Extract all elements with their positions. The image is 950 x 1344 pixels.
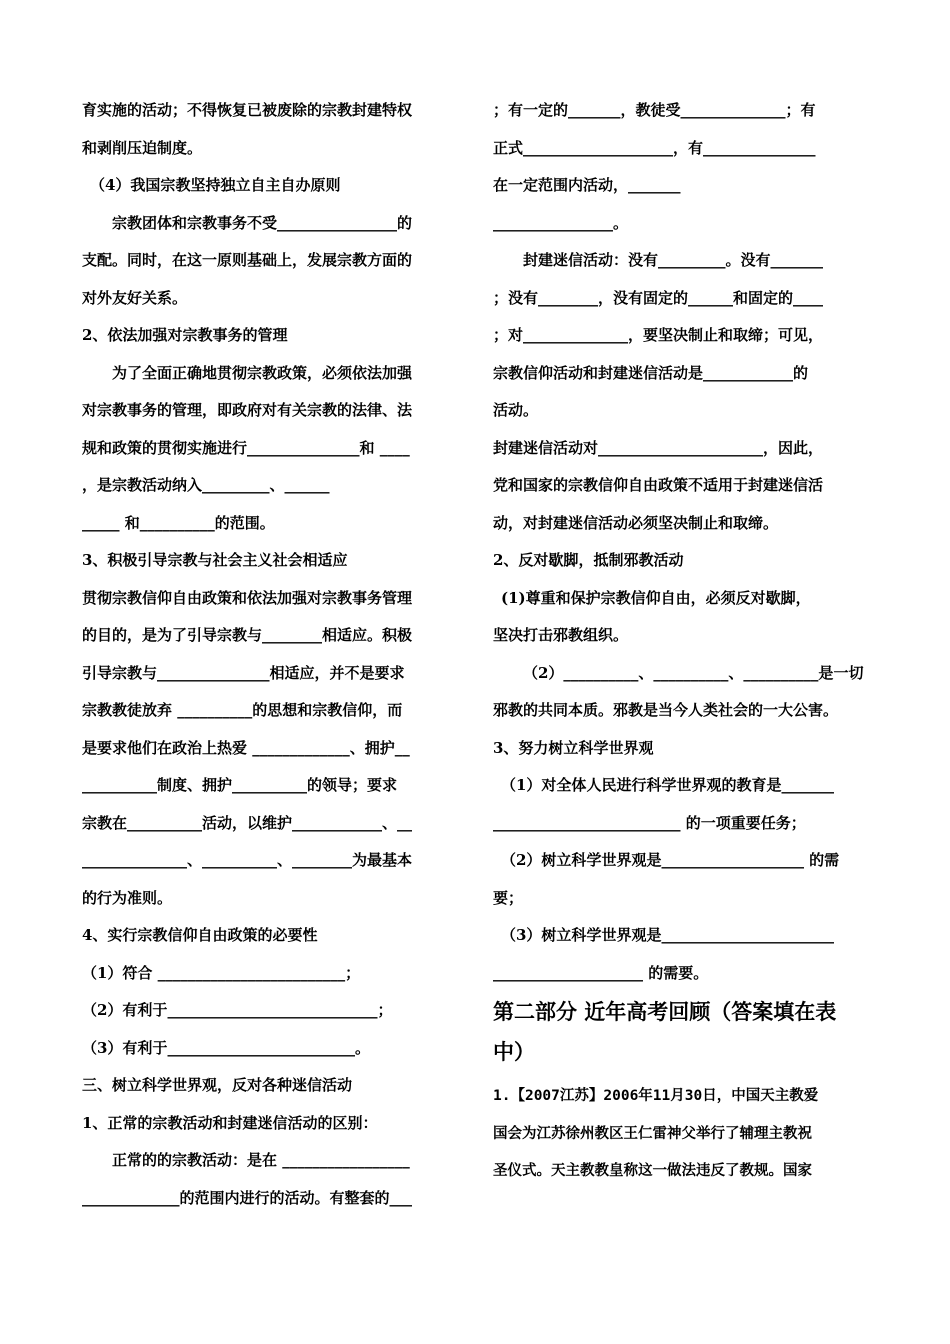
question-1-line: 1.【2007江苏】2006年11月30日，中国天主教爱 — [493, 1088, 819, 1104]
text-line: 党和国家的宗教信仰自由政策不适用于封建迷信活 — [493, 476, 824, 494]
text-line: （2）树立科学世界观是___________________ 的需 — [501, 851, 840, 869]
text-line: 正式____________________，有_______________ — [493, 138, 816, 157]
text-line: 的行为准则。 — [82, 888, 173, 907]
text-line: 2、依法加强对宗教事务的管理 — [82, 326, 288, 344]
text-line: 对宗教事务的管理，即政府对有关宗教的法律、法 — [82, 401, 413, 419]
text-line: 规和政策的贯彻实施进行_______________和 ____ — [82, 438, 410, 457]
text-line: 4、实行宗教信仰自由政策的必要性 — [82, 926, 318, 944]
section-title-line-2: 中） — [493, 1039, 535, 1064]
question-1 — [493, 1078, 875, 1191]
right-column-body — [493, 92, 875, 992]
text-line: _____________的范围内进行的活动。有整套的___ — [82, 1188, 413, 1207]
text-line: 三、树立科学世界观，反对各种迷信活动 — [82, 1076, 353, 1094]
text-line: 宗教教徒放弃 __________的思想和宗教信仰，而 — [82, 701, 403, 719]
text-line: ________________。 — [493, 213, 629, 232]
text-line: 封建迷信活动对______________________，因此， — [493, 438, 824, 457]
text-line: （2）有利于____________________________； — [82, 1001, 393, 1019]
left-column — [82, 92, 462, 1217]
text-line: 正常的的宗教活动：是在 _________________ — [112, 1151, 410, 1169]
text-line: 1、正常的宗教活动和封建迷信活动的区别： — [82, 1113, 378, 1132]
text-line: ；没有________，没有固定的______和固定的____ — [493, 288, 824, 307]
text-line: _________________________ 的一项重要任务； — [493, 813, 806, 832]
text-line: 的目的，是为了引导宗教与________相适应。积极 — [82, 626, 413, 644]
text-line: ____________________ 的需要。 — [493, 963, 709, 982]
text-line: 宗教在__________活动，以维护____________、__ — [82, 813, 413, 832]
text-line: （2）__________、__________、__________是一切 — [523, 663, 864, 682]
text-line: ______________、__________、________为最基本 — [82, 851, 413, 869]
text-line: 引导宗教与_______________相适应，并不是要求 — [82, 663, 405, 682]
text-line: （3）有利于_________________________。 — [82, 1038, 370, 1057]
text-line: 贯彻宗教信仰自由政策和依法加强对宗教事务管理 — [82, 588, 413, 607]
text-line: (1)尊重和保护宗教信仰自由，必须反对歇脚， — [501, 588, 811, 607]
text-line: 3、努力树立科学世界观 — [493, 738, 654, 757]
text-line: 要； — [493, 888, 524, 907]
text-line: 3、积极引导宗教与社会主义社会相适应 — [82, 551, 348, 569]
text-line: ，是宗教活动纳入_________、______ — [82, 476, 330, 494]
text-line: 在一定范围内活动，_______ — [493, 176, 681, 194]
text-line: 2、反对歇脚，抵制邪教活动 — [493, 551, 684, 569]
text-line: 是要求他们在政治上热爱 _____________、拥护__ — [82, 738, 410, 757]
text-line: 活动。 — [493, 401, 539, 419]
text-line: ；有一定的_______，教徒受______________；有 — [493, 101, 816, 119]
right-column — [493, 92, 875, 1191]
question-1-line: 圣仪式。天主教教皇称这一做法违反了教规。国家 — [493, 1163, 812, 1179]
text-line: __________制度、拥护__________的领导；要求 — [82, 776, 398, 794]
text-line: 封建迷信活动：没有_________。没有_______ — [523, 251, 824, 269]
question-1-line: 国会为江苏徐州教区王仁雷神父举行了辅理主教祝 — [493, 1125, 812, 1142]
text-line: 和剥削压迫制度。 — [82, 138, 203, 157]
text-line: 邪教的共同本质。邪教是当今人类社会的一大公害。 — [493, 701, 839, 719]
text-line: 育实施的活动；不得恢复已被废除的宗教封建特权 — [82, 101, 413, 119]
text-line: 坚决打击邪教组织。 — [493, 626, 629, 644]
text-line: 动，对封建迷信活动必须坚决制止和取缔。 — [493, 513, 779, 532]
text-line: 宗教信仰活动和封建迷信活动是____________的 — [493, 363, 809, 382]
text-line: 宗教团体和宗教事务不受________________的 — [112, 213, 413, 232]
section-title-line-1: 第二部分 近年高考回顾（答案填在表 — [493, 999, 837, 1024]
text-line: 为了全面正确地贯彻宗教政策，必须依法加强 — [112, 363, 413, 382]
text-line: ；对______________，要坚决制止和取缔；可见， — [493, 326, 824, 344]
text-line: _____ 和__________的范围。 — [82, 513, 275, 532]
text-line: 对外友好关系。 — [82, 288, 188, 307]
text-line: （4）我国宗教坚持独立自主自办原则 — [90, 176, 341, 194]
text-line: （1）对全体人民进行科学世界观的教育是_______ — [501, 776, 834, 794]
text-line: （3）树立科学世界观是_______________________ — [501, 926, 834, 944]
text-line: 支配。同时，在这一原则基础上，发展宗教方面的 — [82, 251, 413, 269]
text-line: （1）符合 _________________________； — [82, 963, 361, 982]
